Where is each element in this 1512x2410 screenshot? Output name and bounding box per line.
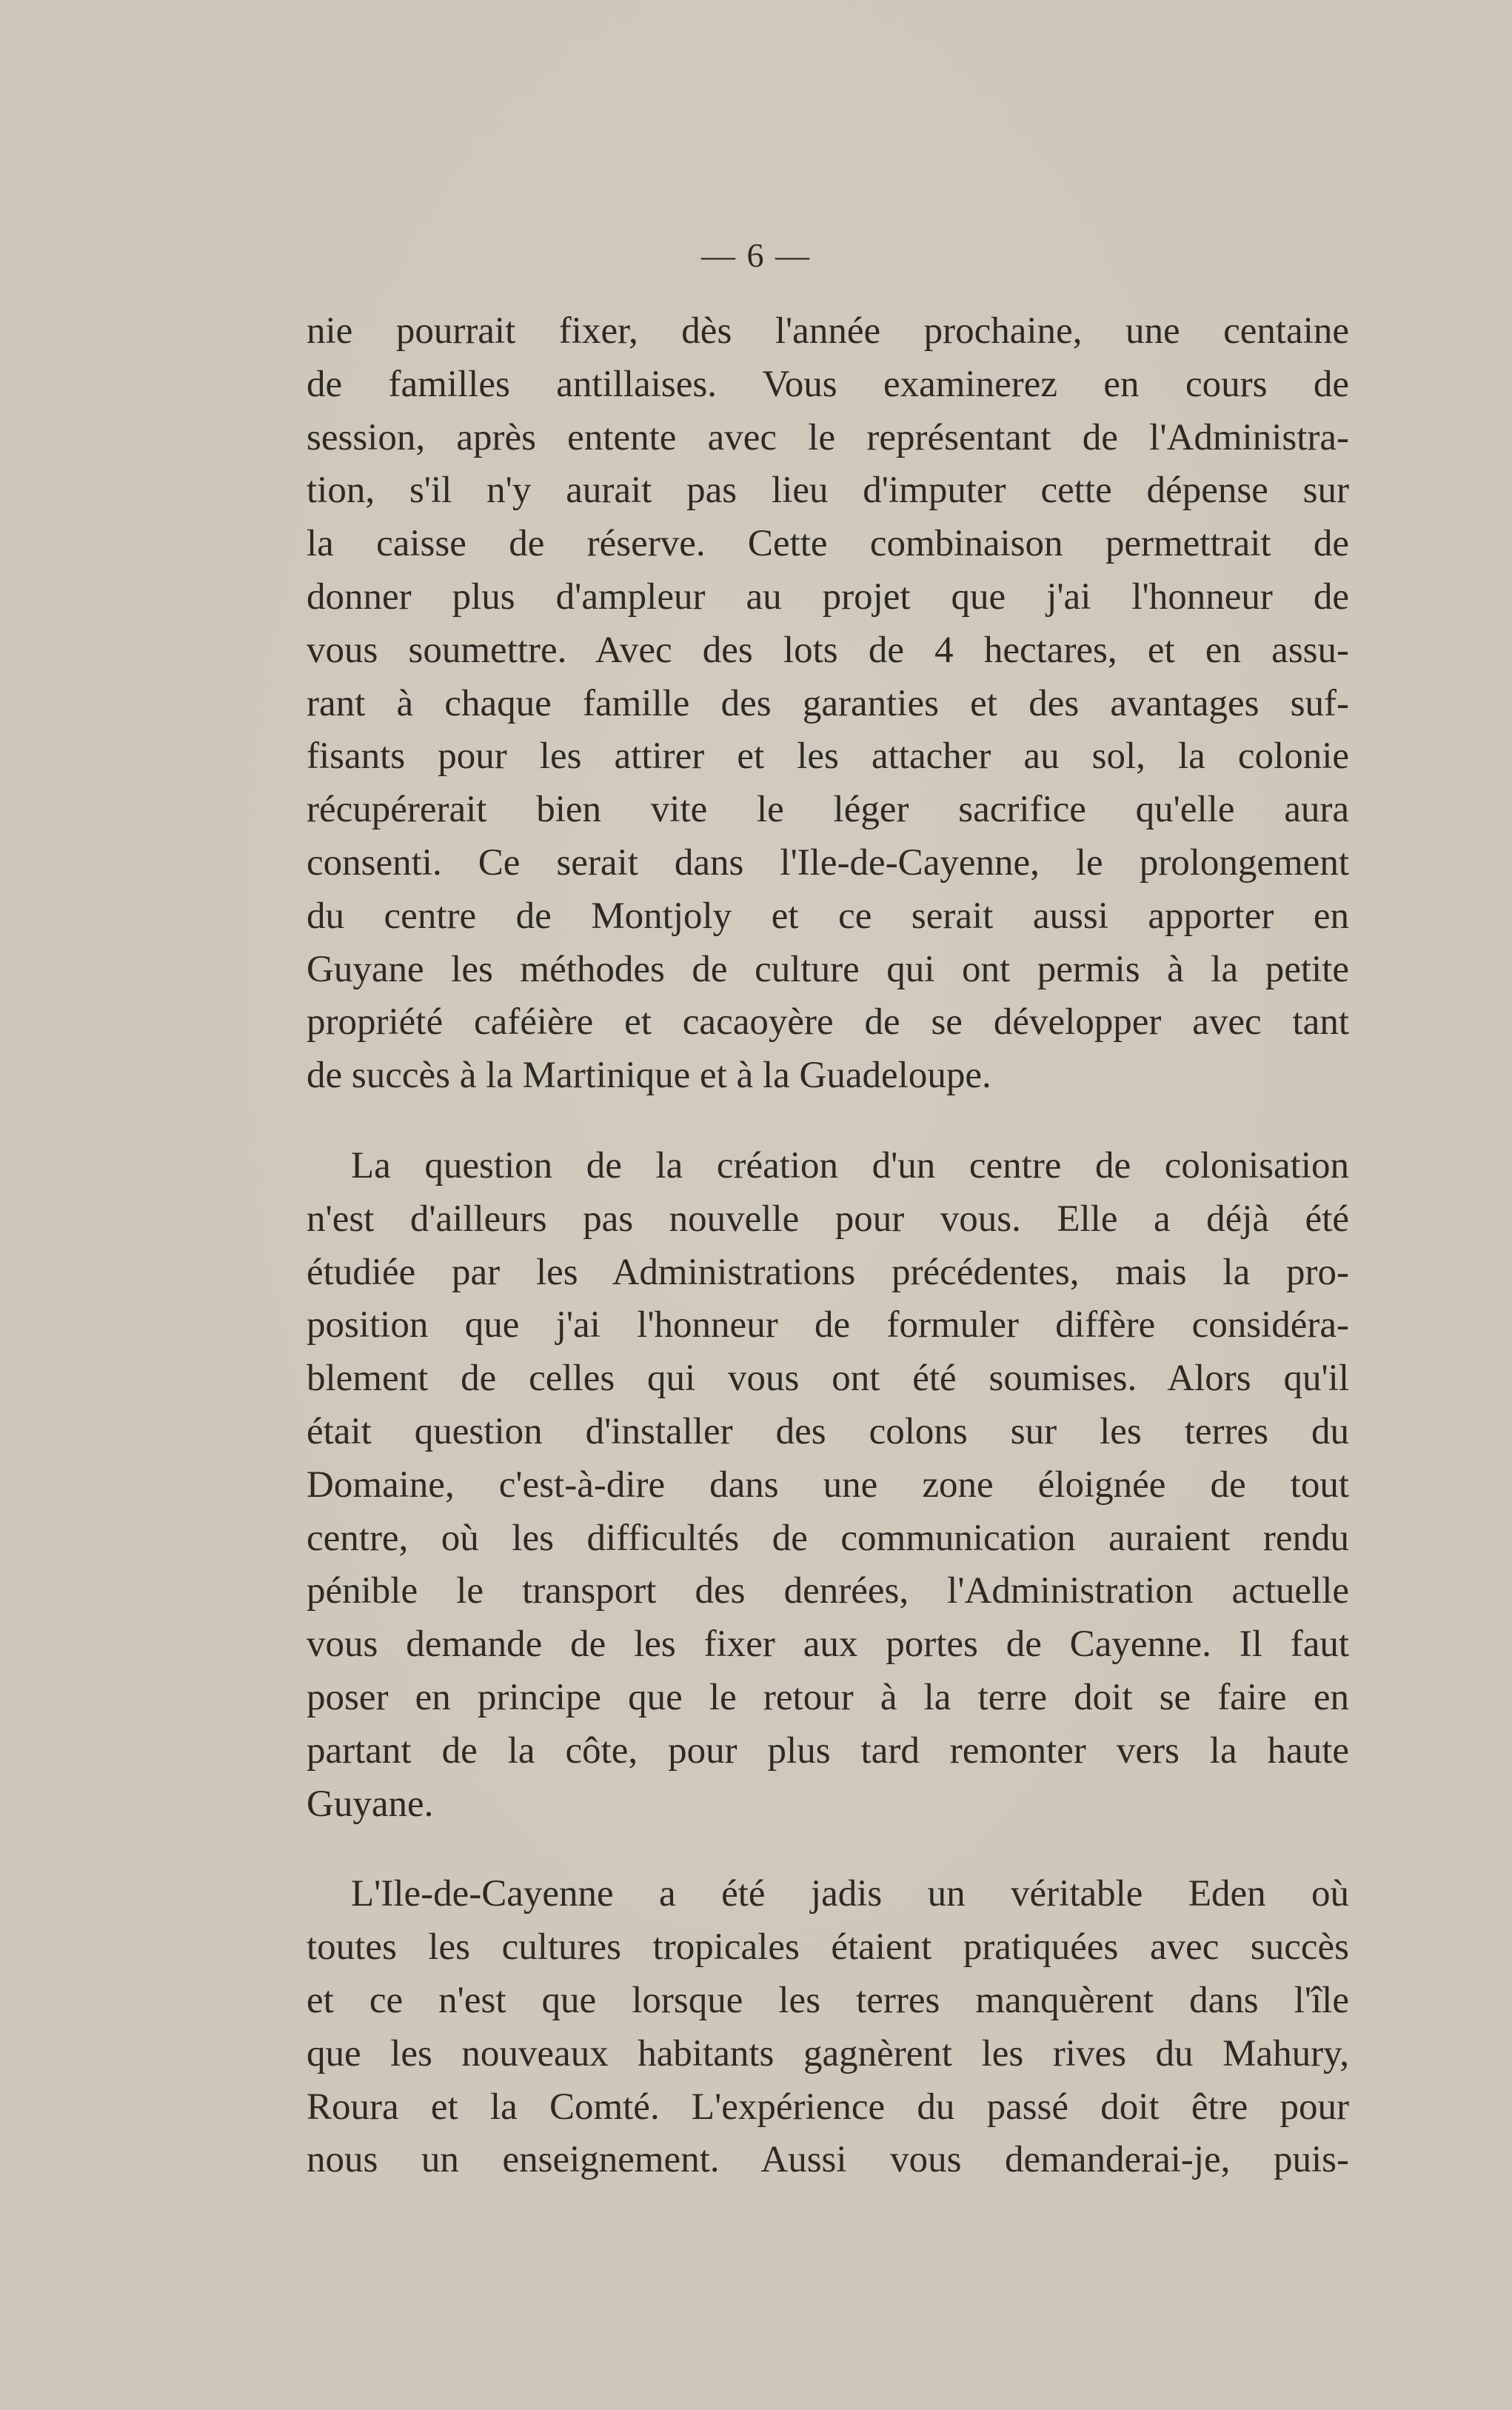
text-line: étudiée par les Administrations précédentes, mais la pro- bbox=[307, 1251, 1349, 1293]
text-line: partant de la côte, pour plus tard remonter vers la haute bbox=[307, 1729, 1349, 1772]
text-line: blement de celles qui vous ont été soumises. Alors qu'il bbox=[307, 1358, 1349, 1400]
text-line: toutes les cultures tropicales étaient pratiquées avec succès bbox=[307, 1926, 1349, 1969]
text-line: poser en principe que le retour à la terre doit se faire en bbox=[307, 1676, 1349, 1718]
text-line: Guyane les méthodes de culture qui ont permis à la petite bbox=[307, 948, 1349, 990]
text-line: session, après entente avec le représentant de l'Administra- bbox=[307, 416, 1349, 458]
paragraph-3 bbox=[307, 1868, 1349, 2187]
text-line: et ce n'est que lorsque les terres manquèrent dans l'île bbox=[307, 1979, 1349, 2021]
text-line: nie pourrait fixer, dès l'année prochaine, une centaine bbox=[307, 310, 1349, 352]
text-line: vous demande de les fixer aux portes de Cayenne. Il faut bbox=[307, 1623, 1349, 1666]
text-line: pénible le transport des denrées, l'Administration actuelle bbox=[307, 1570, 1349, 1612]
text-line: fisants pour les attirer et les attacher au sol, la colonie bbox=[307, 735, 1349, 778]
text-line: Domaine, c'est-à-dire dans une zone éloignée de tout bbox=[307, 1463, 1349, 1506]
text-line: récupérerait bien vite le léger sacrifice qu'elle aura bbox=[307, 789, 1349, 831]
text-line: nous un enseignement. Aussi vous demanderai-je, puis- bbox=[307, 2139, 1349, 2181]
text-line: tion, s'il n'y aurait pas lieu d'imputer cette dépense sur bbox=[307, 470, 1349, 512]
text-line: de familles antillaises. Vous examinerez en cours de bbox=[307, 363, 1349, 405]
text-line: propriété caféière et cacaoyère de se développer avec tant bbox=[307, 1001, 1349, 1044]
text-line: L'Ile-de-Cayenne a été jadis un véritable Eden où bbox=[351, 1873, 1349, 1915]
text-line: position que j'ai l'honneur de formuler diffère considéra- bbox=[307, 1304, 1349, 1346]
text-line: rant à chaque famille des garanties et des avantages suf- bbox=[307, 682, 1349, 724]
body-text bbox=[307, 305, 1349, 2187]
paragraph-1 bbox=[307, 305, 1349, 1103]
text-line: donner plus d'ampleur au projet que j'ai l'honneur de bbox=[307, 575, 1349, 618]
text-line: de succès à la Martinique et à la Guadeloupe. bbox=[307, 1055, 991, 1097]
paragraph-2 bbox=[307, 1140, 1349, 1831]
text-line: n'est d'ailleurs pas nouvelle pour vous. Elle a déjà été bbox=[307, 1198, 1349, 1240]
text-line: que les nouveaux habitants gagnèrent les rives du Mahury, bbox=[307, 2032, 1349, 2074]
text-line: La question de la création d'un centre de colonisation bbox=[351, 1144, 1349, 1186]
text-line: Roura et la Comté. L'expérience du passé doit être pour bbox=[307, 2086, 1349, 2128]
text-line: vous soumettre. Avec des lots de 4 hectares, et en assu- bbox=[307, 629, 1349, 671]
text-line: la caisse de réserve. Cette combinaison permettrait de bbox=[307, 523, 1349, 565]
text-line: centre, où les difficultés de communication auraient rendu bbox=[307, 1517, 1349, 1559]
text-line: du centre de Montjoly et ce serait aussi apporter en bbox=[307, 895, 1349, 937]
text-line: Guyane. bbox=[307, 1783, 434, 1825]
text-line: était question d'installer des colons sur les terres du bbox=[307, 1410, 1349, 1452]
text-line: consenti. Ce serait dans l'Ile-de-Cayenne, le prolongement bbox=[307, 841, 1349, 884]
page-number: — 6 — bbox=[701, 236, 811, 274]
